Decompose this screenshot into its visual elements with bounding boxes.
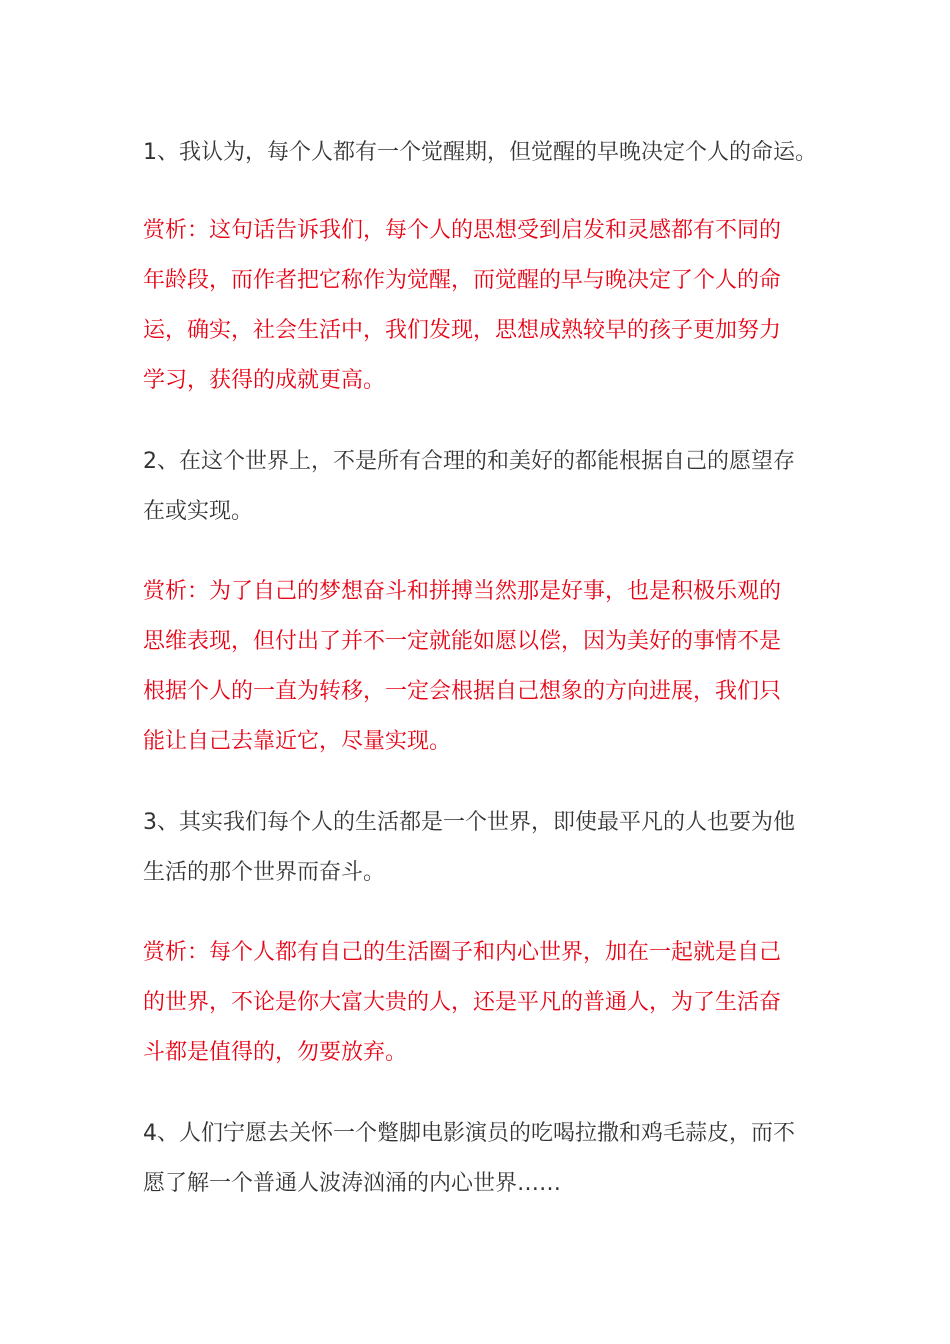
quote-2: 2、在这个世界上，不是所有合理的和美好的都能根据自己的愿望存 在或实现。: [143, 449, 795, 524]
quote-3: 3、其实我们每个人的生活都是一个世界，即使最平凡的人也要为他 生活的那个世界而奋斗。: [143, 810, 795, 885]
analysis-1: 赏析：这句话告诉我们，每个人的思想受到启发和灵感都有不同的 年龄段，而作者把它称作为觉醒，而觉醒的早与晚决定了个人的命 运，确实，社会生活中，我们发现，思想成熟较早的孩子更加努力 学习，获得的成就更高。: [143, 218, 782, 393]
analysis-2: 赏析：为了自己的梦想奋斗和拼搏当然那是好事，也是积极乐观的 思维表现，但付出了并不一定就能如愿以偿，因为美好的事情不是 根据个人的一直为转移，一定会根据自己想象的方向进展，我们只 能让自己去靠近它，尽量实现。: [143, 579, 782, 754]
quote-1: 1、我认为，每个人都有一个觉醒期，但觉醒的早晚决定个人的命运。: [143, 140, 817, 165]
quote-4: 4、人们宁愿去关怀一个蹩脚电影演员的吃喝拉撒和鸡毛蒜皮，而不 愿了解一个普通人波涛汹涌的内心世界……: [143, 1121, 795, 1196]
analysis-3: 赏析：每个人都有自己的生活圈子和内心世界，加在一起就是自己 的世界，不论是你大富大贵的人，还是平凡的普通人，为了生活奋 斗都是值得的，勿要放弃。: [143, 940, 782, 1065]
